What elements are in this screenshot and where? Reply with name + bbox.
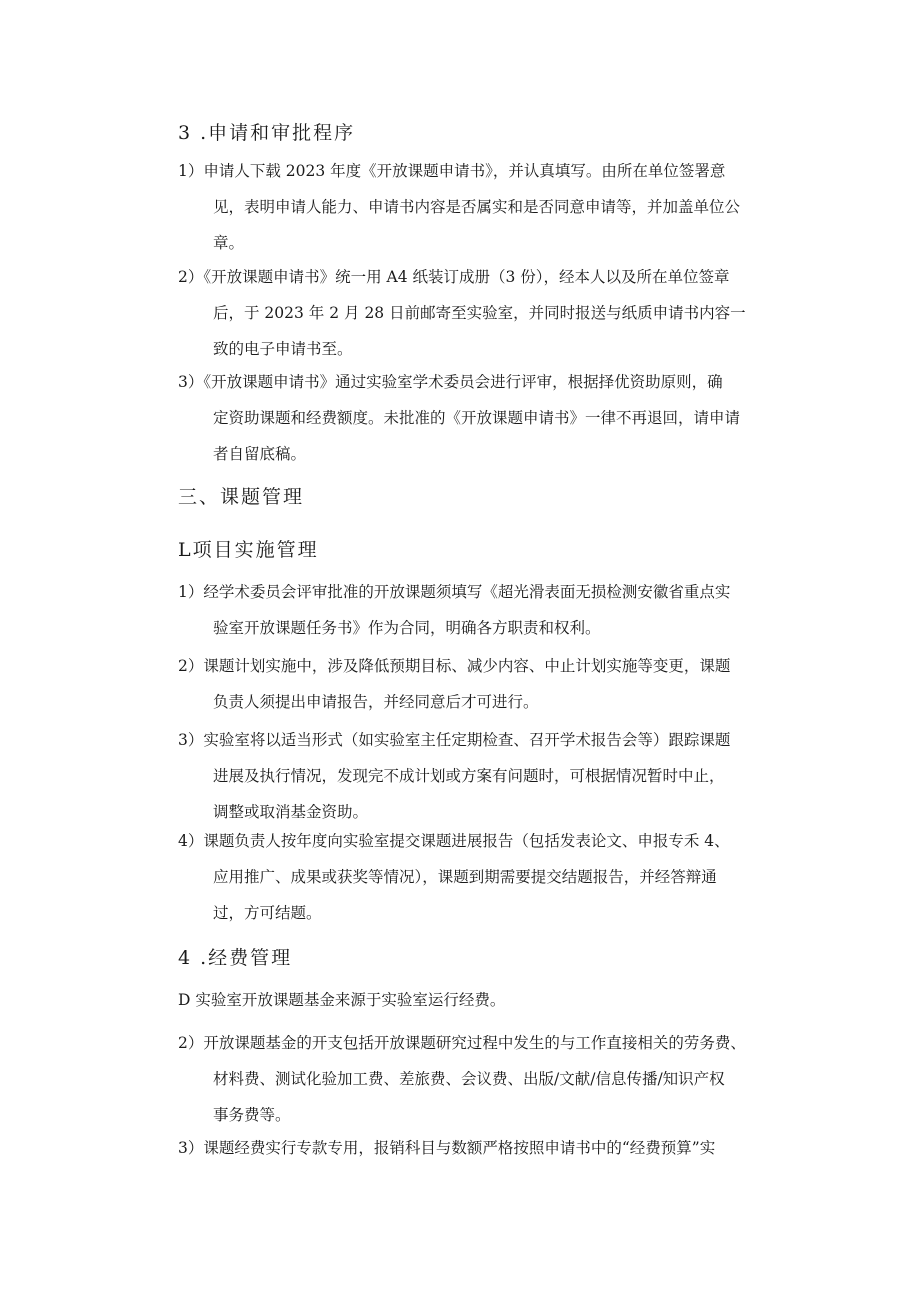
text-line: 3）《开放课题申请书》通过实验室学术委员会进行评审，根据择优资助原则，确 <box>178 373 723 391</box>
paragraph-3-1 <box>178 574 808 646</box>
text-line: 定资助课题和经费额度。未批准的《开放课题申请书》一律不再退回，请申请 <box>213 409 741 427</box>
text-line: 过，方可结题。 <box>213 904 322 922</box>
paragraph-3-4 <box>178 823 808 931</box>
paragraph-3-2 <box>178 648 808 720</box>
text-line: 2）课题计划实施中，涉及降低预期目标、减少内容、中止计划实施等变更，课题 <box>178 657 731 675</box>
text-line: D 实验室开放课题基金来源于实验室运行经费。 <box>178 991 506 1009</box>
paragraph-1-1 <box>178 153 808 261</box>
text-line: 负责人须提出申请报告，并经同意后才可进行。 <box>213 693 539 711</box>
text-line: 者自留底稿。 <box>213 445 307 463</box>
section-heading-funding: 4 .经费管理 <box>178 947 293 969</box>
paragraph-1-2 <box>178 259 808 367</box>
text-line: 1）经学术委员会评审批准的开放课题须填写《超光滑表面无损检测安徽省重点实 <box>178 583 731 601</box>
text-line: 见，表明申请人能力、申请书内容是否属实和是否同意申请等，并加盖单位公 <box>213 198 741 216</box>
paragraph-4-3 <box>178 1130 808 1166</box>
subsection-heading-implementation: L项目实施管理 <box>178 539 319 561</box>
text-line: 调整或取消基金资助。 <box>213 803 369 821</box>
paragraph-3-3 <box>178 722 808 830</box>
text-line: 致的电子申请书至。 <box>213 340 353 358</box>
paragraph-4-2 <box>178 1025 808 1133</box>
text-line: 2）开放课题基金的开支包括开放课题研究过程中发生的与工作直接相关的劳务费、 <box>178 1034 746 1052</box>
text-line: 进展及执行情况，发现完不成计划或方案有问题时，可根据情况暂时中止， <box>213 767 725 785</box>
text-line: 4）课题负责人按年度向实验室提交课题进展报告（包括发表论文、申报专禾 4、 <box>178 832 730 850</box>
text-line: 章。 <box>213 234 245 252</box>
text-line: 3）实验室将以适当形式（如实验室主任定期检查、召开学术报告会等）跟踪课题 <box>178 731 731 749</box>
text-line: 应用推广、成果或获奖等情况），课题到期需要提交结题报告，并经答辩通 <box>213 868 717 886</box>
section-heading-application-procedure: 3 .申请和审批程序 <box>178 122 356 144</box>
text-line: 事务费等。 <box>213 1106 291 1124</box>
text-line: 2）《开放课题申请书》统一用 A4 纸装订成册（3 份），经本人以及所在单位签章 <box>178 268 730 286</box>
section-heading-project-management: 三、课题管理 <box>178 486 305 508</box>
text-line: 3）课题经费实行专款专用，报销科目与数额严格按照申请书中的“经费预算”实 <box>178 1139 716 1157</box>
text-line: 验室开放课题任务书》作为合同，明确各方职责和权利。 <box>213 619 601 637</box>
text-line: 1）申请人下载 2023 年度《开放课题申请书》，并认真填写。由所在单位签署意 <box>178 162 726 180</box>
paragraph-1-3 <box>178 364 808 472</box>
text-line: 后，于 2023 年 2 月 28 日前邮寄至实验室，并同时报送与纸质申请书内容一 <box>213 304 746 322</box>
text-line: 材料费、测试化验加工费、差旅费、会议费、出版/文献/信息传播/知识产权 <box>213 1070 725 1088</box>
paragraph-4-1 <box>178 982 808 1018</box>
